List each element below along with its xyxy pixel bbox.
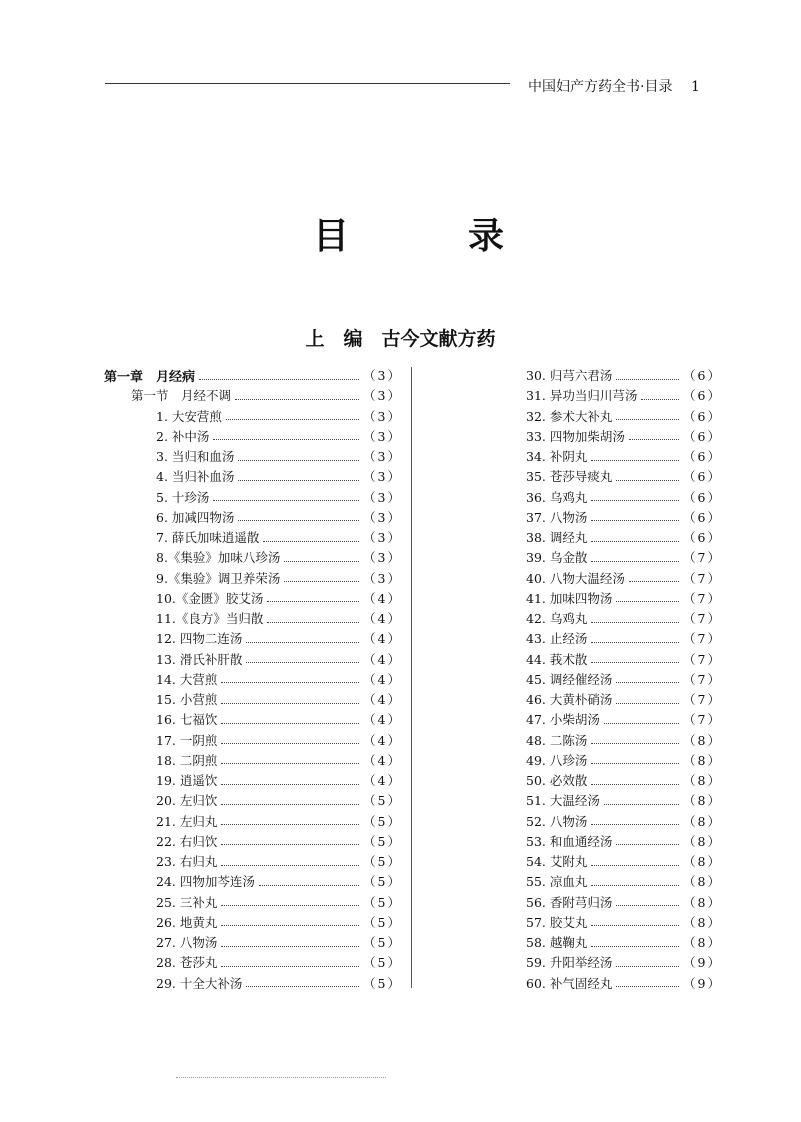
toc-entry[interactable] <box>104 426 402 446</box>
toc-leader-dots <box>221 804 359 805</box>
toc-entry-label: 54. 艾附丸 <box>526 854 588 870</box>
toc-entry-label: 49. 八珍汤 <box>526 752 588 768</box>
toc-entry-page: （6） <box>683 489 722 505</box>
toc-entry[interactable] <box>474 628 722 648</box>
toc-entry-page: （4） <box>363 692 402 708</box>
toc-leader-dots <box>616 905 679 906</box>
toc-leader-dots <box>616 682 679 683</box>
toc-leader-dots <box>591 520 679 521</box>
toc-entry[interactable] <box>104 385 402 405</box>
toc-entry[interactable] <box>104 871 402 891</box>
toc-leader-dots <box>591 743 679 744</box>
toc-entry-label: 33. 四物加柴胡汤 <box>526 428 625 444</box>
toc-entry[interactable] <box>474 750 722 770</box>
toc-entry-page: （6） <box>683 469 722 485</box>
toc-leader-dots <box>267 601 359 602</box>
toc-entry-label: 57. 胶艾丸 <box>526 914 588 930</box>
toc-entry-label: 30. 归芎六君汤 <box>526 368 613 384</box>
toc-entry-label: 42. 乌鸡丸 <box>526 611 588 627</box>
toc-entry-page: （4） <box>363 752 402 768</box>
toc-entry[interactable] <box>474 689 722 709</box>
toc-entry[interactable] <box>474 709 722 729</box>
toc-leader-dots <box>267 622 359 623</box>
toc-entry-page: （7） <box>683 550 722 566</box>
toc-entry-label: 1. 大安营煎 <box>156 408 222 424</box>
toc-entry[interactable] <box>474 932 722 952</box>
toc-leader-dots <box>213 439 359 440</box>
toc-entry-page: （3） <box>363 489 402 505</box>
toc-entry-page: （5） <box>363 833 402 849</box>
toc-entry[interactable] <box>474 487 722 507</box>
toc-leader-dots <box>221 784 359 785</box>
toc-leader-dots <box>221 865 359 866</box>
toc-leader-dots <box>591 925 679 926</box>
toc-entry-label: 23. 右归丸 <box>156 854 218 870</box>
toc-entry-page: （3） <box>363 469 402 485</box>
toc-entry-page: （8） <box>683 935 722 951</box>
toc-leader-dots <box>221 682 359 683</box>
toc-entry-label: 36. 乌鸡丸 <box>526 489 588 505</box>
toc-leader-dots <box>263 541 359 542</box>
toc-entry-page: （8） <box>683 833 722 849</box>
toc-entry-label: 22. 右归饮 <box>156 833 218 849</box>
toc-entry-page: （4） <box>363 773 402 789</box>
toc-entry[interactable] <box>104 365 402 385</box>
toc-leader-dots <box>616 419 679 420</box>
toc-entry[interactable] <box>104 709 402 729</box>
toc-entry-page: （7） <box>683 570 722 586</box>
toc-entry[interactable] <box>104 547 402 567</box>
toc-leader-dots <box>246 662 359 663</box>
toc-entry[interactable] <box>104 790 402 810</box>
toc-entry[interactable] <box>104 406 402 426</box>
toc-entry-label: 7. 薛氏加味逍遥散 <box>156 530 260 546</box>
toc-entry[interactable] <box>104 568 402 588</box>
toc-entry-page: （5） <box>363 793 402 809</box>
toc-leader-dots <box>221 946 359 947</box>
toc-entry-page: （5） <box>363 874 402 890</box>
toc-entry-label: 58. 越鞠丸 <box>526 935 588 951</box>
toc-leader-dots <box>591 824 679 825</box>
toc-leader-dots <box>591 865 679 866</box>
toc-leader-dots <box>591 662 679 663</box>
toc-entry[interactable] <box>104 466 402 486</box>
toc-entry-page: （5） <box>363 975 402 991</box>
toc-entry-label: 17. 一阴煎 <box>156 732 218 748</box>
toc-entry-page: （6） <box>683 368 722 384</box>
toc-entry-page: （5） <box>363 813 402 829</box>
toc-entry-page: （4） <box>363 712 402 728</box>
toc-entry-label: 55. 凉血丸 <box>526 874 588 890</box>
toc-entry-page: （3） <box>363 570 402 586</box>
toc-entry[interactable] <box>474 365 722 385</box>
toc-entry-label: 53. 和血通经汤 <box>526 833 613 849</box>
toc-entry[interactable] <box>474 952 722 972</box>
toc-entry-page: （7） <box>683 611 722 627</box>
toc-leader-dots <box>259 885 359 886</box>
title-char-1: 目 <box>313 216 350 257</box>
toc-leader-dots <box>238 460 359 461</box>
toc-left-column <box>104 365 402 993</box>
toc-entry-label: 44. 莪术散 <box>526 651 588 667</box>
toc-leader-dots <box>641 399 679 400</box>
toc-entry-page: （6） <box>683 449 722 465</box>
toc-leader-dots <box>226 419 359 420</box>
toc-entry-label: 8.《集验》加味八珍汤 <box>156 550 281 566</box>
toc-leader-dots <box>246 986 359 987</box>
toc-entry-page: （6） <box>683 408 722 424</box>
toc-entry-label: 34. 补阴丸 <box>526 449 588 465</box>
toc-leader-dots <box>221 703 359 704</box>
toc-entry[interactable] <box>474 851 722 871</box>
toc-entry[interactable] <box>474 669 722 689</box>
toc-entry[interactable] <box>474 871 722 891</box>
toc-leader-dots <box>616 966 679 967</box>
toc-leader-dots <box>591 763 679 764</box>
toc-entry-label: 45. 调经催经汤 <box>526 671 613 687</box>
toc-entry-page: （4） <box>363 732 402 748</box>
toc-entry-page: （9） <box>683 955 722 971</box>
toc-entry[interactable] <box>474 588 722 608</box>
toc-entry-label: 13. 滑氏补肝散 <box>156 651 243 667</box>
toc-entry-label: 25. 三补丸 <box>156 894 218 910</box>
toc-entry-page: （8） <box>683 894 722 910</box>
toc-entry[interactable] <box>474 649 722 669</box>
toc-entry-page: （6） <box>683 388 722 404</box>
toc-entry-label: 9.《集验》调卫养荣汤 <box>156 570 281 586</box>
toc-entry-label: 11.《良方》当归散 <box>156 611 264 627</box>
toc-right-column <box>474 365 722 993</box>
toc-leader-dots <box>591 561 679 562</box>
toc-entry-label: 26. 地黄丸 <box>156 914 218 930</box>
toc-entry-page: （4） <box>363 631 402 647</box>
toc-entry-label: 41. 加味四物汤 <box>526 590 613 606</box>
toc-entry-page: （3） <box>363 368 402 384</box>
toc-entry[interactable] <box>104 649 402 669</box>
toc-entry[interactable] <box>104 487 402 507</box>
toc-entry-page: （6） <box>683 509 722 525</box>
toc-leader-dots <box>199 379 359 380</box>
header-rule <box>105 83 510 84</box>
toc-entry[interactable] <box>474 811 722 831</box>
running-header-title: 中国妇产方药全书·目录 <box>528 79 673 95</box>
toc-entry-page: （8） <box>683 752 722 768</box>
toc-entry[interactable] <box>474 831 722 851</box>
toc-entry-page: （8） <box>683 874 722 890</box>
toc-leader-dots <box>221 763 359 764</box>
toc-entry-label: 10.《金匮》胶艾汤 <box>156 590 264 606</box>
toc-leader-dots <box>616 379 679 380</box>
toc-entry-label: 48. 二陈汤 <box>526 732 588 748</box>
toc-entry-label: 40. 八物大温经汤 <box>526 570 625 586</box>
toc-entry-label: 51. 大温经汤 <box>526 793 600 809</box>
toc-entry-page: （5） <box>363 914 402 930</box>
toc-leader-dots <box>591 946 679 947</box>
toc-entry-page: （5） <box>363 894 402 910</box>
toc-entry[interactable] <box>104 892 402 912</box>
toc-entry-page: （3） <box>363 428 402 444</box>
toc-entry[interactable] <box>104 608 402 628</box>
toc-entry-page: （8） <box>683 732 722 748</box>
toc-leader-dots <box>235 399 359 400</box>
toc-entry-label: 16. 七福饮 <box>156 712 218 728</box>
toc-entry[interactable] <box>474 790 722 810</box>
toc-entry-page: （7） <box>683 590 722 606</box>
toc-leader-dots <box>604 804 679 805</box>
toc-leader-dots <box>284 581 359 582</box>
toc-entry-label: 56. 香附芎归汤 <box>526 894 613 910</box>
toc-entry-label: 5. 十珍汤 <box>156 489 210 505</box>
toc-entry-page: （6） <box>683 530 722 546</box>
toc-entry-page: （8） <box>683 773 722 789</box>
toc-entry-page: （8） <box>683 854 722 870</box>
toc-leader-dots <box>591 460 679 461</box>
toc-entry-label: 37. 八物汤 <box>526 509 588 525</box>
toc-entry-label: 21. 左归丸 <box>156 813 218 829</box>
toc-entry-page: （3） <box>363 550 402 566</box>
toc-entry-label: 第一节 月经不调 <box>131 388 232 404</box>
toc-leader-dots <box>221 824 359 825</box>
toc-entry-page: （8） <box>683 793 722 809</box>
title-char-2: 录 <box>468 216 505 257</box>
toc-leader-dots <box>591 500 679 501</box>
toc-entry-label: 20. 左归饮 <box>156 793 218 809</box>
toc-leader-dots <box>591 885 679 886</box>
toc-leader-dots <box>604 723 679 724</box>
section-title: 上 编 古今文献方药 <box>305 328 496 350</box>
footer-mark <box>176 1077 386 1084</box>
toc-entry-label: 39. 乌金散 <box>526 550 588 566</box>
column-divider <box>411 367 412 988</box>
toc-entry[interactable] <box>104 912 402 932</box>
toc-leader-dots <box>591 784 679 785</box>
toc-entry-label: 35. 苍莎导痰丸 <box>526 469 613 485</box>
toc-leader-dots <box>616 480 679 481</box>
toc-entry-label: 31. 异功当归川芎汤 <box>526 388 638 404</box>
toc-leader-dots <box>221 966 359 967</box>
toc-entry-label: 52. 八物汤 <box>526 813 588 829</box>
toc-entry[interactable] <box>104 669 402 689</box>
toc-entry-page: （8） <box>683 914 722 930</box>
toc-entry-label: 2. 补中汤 <box>156 428 210 444</box>
toc-entry[interactable] <box>474 426 722 446</box>
toc-entry-page: （5） <box>363 854 402 870</box>
toc-entry-label: 50. 必效散 <box>526 773 588 789</box>
toc-leader-dots <box>238 520 359 521</box>
toc-entry[interactable] <box>474 730 722 750</box>
toc-entry-label: 15. 小营煎 <box>156 692 218 708</box>
toc-entry[interactable] <box>104 446 402 466</box>
toc-entry[interactable] <box>104 507 402 527</box>
toc-leader-dots <box>629 581 679 582</box>
toc-entry[interactable] <box>474 973 722 993</box>
toc-entry[interactable] <box>104 628 402 648</box>
toc-entry-page: （4） <box>363 590 402 606</box>
toc-entry-page: （3） <box>363 408 402 424</box>
toc-entry-page: （7） <box>683 692 722 708</box>
toc-entry-label: 4. 当归补血汤 <box>156 469 235 485</box>
toc-leader-dots <box>616 844 679 845</box>
toc-entry[interactable] <box>104 811 402 831</box>
toc-entry[interactable] <box>104 770 402 790</box>
toc-leader-dots <box>591 642 679 643</box>
toc-entry-label: 14. 大营煎 <box>156 671 218 687</box>
toc-entry-page: （8） <box>683 813 722 829</box>
toc-entry[interactable] <box>474 507 722 527</box>
toc-leader-dots <box>246 642 359 643</box>
toc-entry[interactable] <box>104 952 402 972</box>
toc-entry-page: （7） <box>683 671 722 687</box>
toc-entry-label: 60. 补气固经丸 <box>526 975 613 991</box>
toc-leader-dots <box>591 622 679 623</box>
toc-entry[interactable] <box>474 608 722 628</box>
toc-entry[interactable] <box>474 385 722 405</box>
toc-entry[interactable] <box>104 730 402 750</box>
toc-leader-dots <box>616 703 679 704</box>
toc-entry-label: 29. 十全大补汤 <box>156 975 243 991</box>
toc-leader-dots <box>616 986 679 987</box>
toc-entry[interactable] <box>474 912 722 932</box>
toc-entry-label: 6. 加减四物汤 <box>156 509 235 525</box>
toc-entry[interactable] <box>104 527 402 547</box>
toc-entry-page: （7） <box>683 651 722 667</box>
toc-entry-page: （5） <box>363 955 402 971</box>
toc-entry-page: （3） <box>363 530 402 546</box>
toc-entry-page: （4） <box>363 611 402 627</box>
toc-entry-page: （3） <box>363 449 402 465</box>
toc-entry[interactable] <box>474 568 722 588</box>
toc-entry[interactable] <box>474 466 722 486</box>
toc-leader-dots <box>221 905 359 906</box>
page-number: 1 <box>691 79 700 95</box>
toc-entry[interactable] <box>474 446 722 466</box>
toc-entry-label: 19. 逍遥饮 <box>156 773 218 789</box>
toc-leader-dots <box>221 925 359 926</box>
toc-entry[interactable] <box>104 750 402 770</box>
toc-entry[interactable] <box>474 406 722 426</box>
toc-leader-dots <box>221 723 359 724</box>
toc-entry-page: （7） <box>683 631 722 647</box>
toc-entry-page: （4） <box>363 651 402 667</box>
toc-leader-dots <box>284 561 359 562</box>
toc-entry[interactable] <box>474 770 722 790</box>
page-title <box>0 208 801 258</box>
toc-leader-dots <box>616 601 679 602</box>
toc-entry-page: （6） <box>683 428 722 444</box>
toc-entry-page: （7） <box>683 712 722 728</box>
toc-entry-label: 第一章 月经病 <box>104 369 196 385</box>
toc-entry[interactable] <box>104 588 402 608</box>
toc-entry[interactable] <box>104 689 402 709</box>
toc-leader-dots <box>221 844 359 845</box>
toc-entry[interactable] <box>104 851 402 871</box>
toc-entry-label: 38. 调经丸 <box>526 530 588 546</box>
toc-entry[interactable] <box>474 547 722 567</box>
toc-entry-label: 47. 小柴胡汤 <box>526 712 600 728</box>
toc-entry-label: 59. 升阳举经汤 <box>526 955 613 971</box>
toc-leader-dots <box>213 500 359 501</box>
toc-entry-label: 27. 八物汤 <box>156 935 218 951</box>
toc-entry-label: 18. 二阴煎 <box>156 752 218 768</box>
toc-entry[interactable] <box>474 527 722 547</box>
toc-entry-page: （9） <box>683 975 722 991</box>
toc-entry-label: 3. 当归和血汤 <box>156 449 235 465</box>
toc-entry[interactable] <box>104 932 402 952</box>
toc-entry[interactable] <box>474 892 722 912</box>
toc-entry[interactable] <box>104 973 402 993</box>
toc-entry[interactable] <box>104 831 402 851</box>
toc-entry-page: （3） <box>363 388 402 404</box>
toc-entry-page: （5） <box>363 935 402 951</box>
toc-entry-label: 28. 苍莎丸 <box>156 955 218 971</box>
toc-entry-label: 24. 四物加芩连汤 <box>156 874 255 890</box>
toc-leader-dots <box>221 743 359 744</box>
toc-entry-page: （3） <box>363 509 402 525</box>
toc-entry-label: 43. 止经汤 <box>526 631 588 647</box>
toc-entry-label: 32. 参术大补丸 <box>526 408 613 424</box>
toc-leader-dots <box>629 439 679 440</box>
toc-entry-label: 46. 大黄朴硝汤 <box>526 692 613 708</box>
toc-leader-dots <box>238 480 359 481</box>
toc-entry-page: （4） <box>363 671 402 687</box>
toc-entry-label: 12. 四物二连汤 <box>156 631 243 647</box>
toc-leader-dots <box>591 541 679 542</box>
